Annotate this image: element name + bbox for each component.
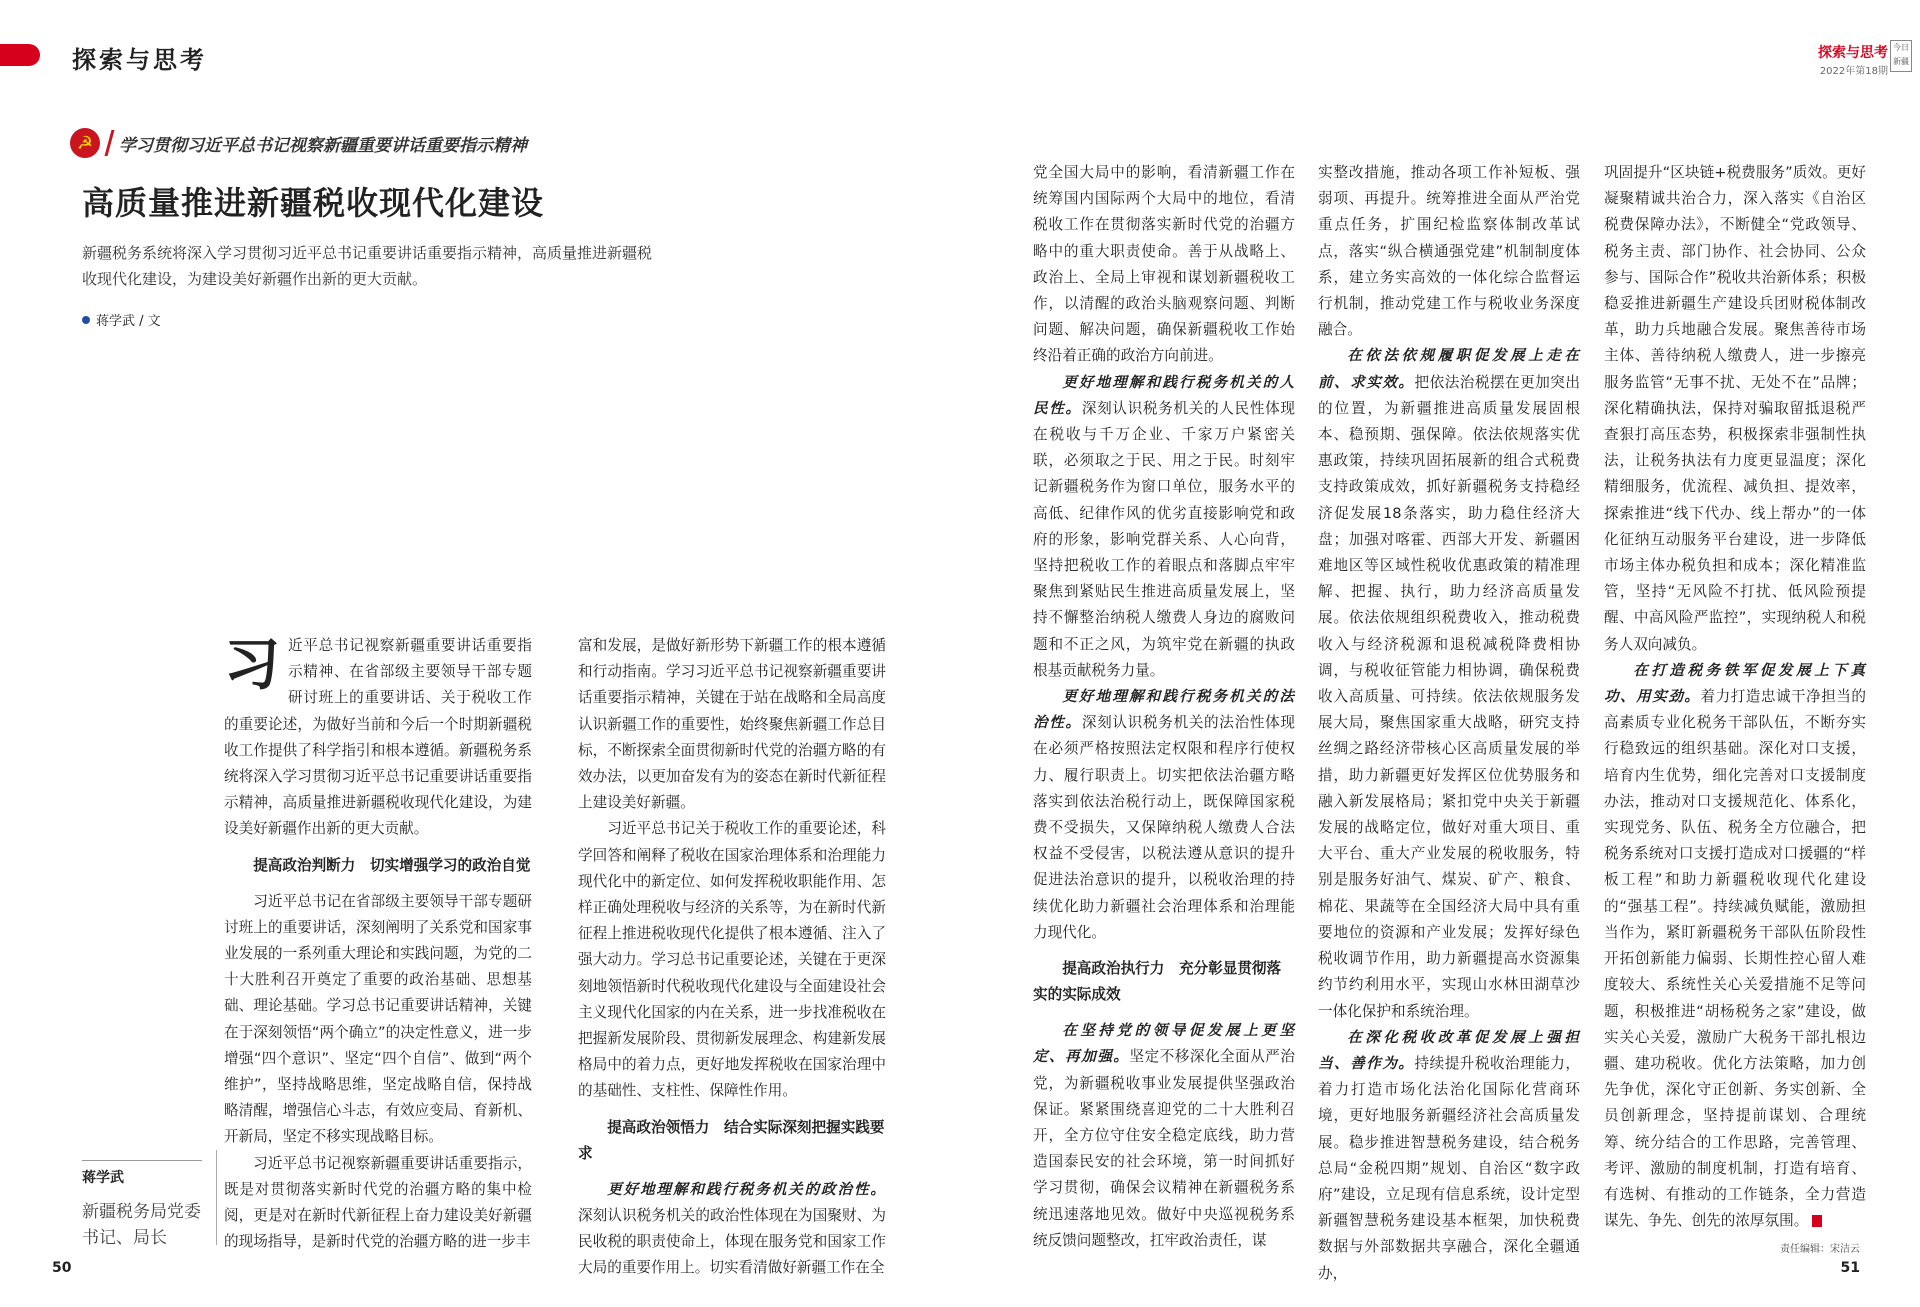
paragraph-body: 把依法治税摆在更加突出的位置，为新疆推进高质量发展固根本、稳预期、强保障。依法依规落实优惠政策，持续巩固拓展新的组合式税费支持政策成效，抓好新疆税务支持稳经济促发展18条落实，助力稳住经济大盘；加强对喀霍、西部大开发、新疆困难地区等区域性税收优惠政策的精准理解、把握、执行，助力经济高质量发展。依法依规组织税费收入，推动税费收入与经济税源和退税减税降费相协调，与税收征管能力相协调，确保税费收入高质量、可持续。依法依规服务发展大局，聚焦国家重大战略，研究支持丝绸之路经济带核心区高质量发展的举措，助力新疆更好发挥区位优势服务和融入新发展格局；紧扣党中央关于新疆发展的战略定位，做好对重大项目、重大平台、重大产业发展的税收服务，特别是服务好油气、煤炭、矿产、粮食、棉花、果蔬等在全国经济大局中具有重要地位的资源和产业发展；发挥好绿色税收调节作用，助力新疆提高水资源集约节约利用水平，实现山水林田湖草沙一体化保护和系统治理。: [1318, 373, 1580, 1020]
series-divider: [105, 130, 115, 156]
paragraph: [1604, 658, 1866, 1234]
right-brand: 探索与思考: [1818, 45, 1888, 61]
section-heading: 提高政治判断力 切实增强学习的政治自觉: [253, 856, 531, 874]
end-mark-icon: [1812, 1215, 1822, 1227]
paragraph-lead-in: 在深化税收改革促发展上强担当、善作为。: [1318, 1028, 1580, 1072]
paragraph: [1318, 1025, 1580, 1287]
paragraph-body: 深刻认识税务机关的法治性体现在必须严格按照法定权限和程序行使权力、履行职责上。切实把依法治疆方略落实到依法治税行动上，既保障国家税费不受损失，又保障纳税人缴费人合法权益不受侵害，以税法遵从意识的提升促进法治意识的提升，以税收治理的持续优化助力新疆社会治理体系和治理能力现代化。: [1033, 714, 1295, 941]
party-emblem-icon: ☭: [70, 128, 100, 158]
series-banner: [70, 128, 527, 158]
paragraph: [1033, 684, 1295, 946]
paragraph: 党全国大局中的影响，看清新疆工作在统筹国内国际两个大局中的地位，看清税收工作在贯彻落实新时代党的治疆方略中的重大职责使命。善于从战略上、政治上、全局上审视和谋划新疆税收工作，以清醒的政治头脑观察问题、判断问题、解决问题，确保新疆税收工作始终沿着正确的政治方向前进。: [1033, 164, 1295, 365]
column-5: [1604, 160, 1866, 1234]
paragraph-lead-in: 更好地理解和践行税务机关的法治性。: [1033, 688, 1295, 732]
paragraph: [1033, 370, 1295, 684]
paragraph-lead-in: 更好地理解和践行税务机关的人民性。: [1033, 373, 1295, 417]
paragraph: [578, 1177, 886, 1282]
paragraph-lead-in: 在坚持党的领导促发展上更坚定、再加强。: [1033, 1022, 1295, 1066]
article-lead: 新疆税务系统将深入学习贯彻习近平总书记重要讲话重要指示精神，高质量推进新疆税收现代化建设，为建设美好新疆作出新的更大贡献。: [82, 244, 653, 288]
paragraph-body: 深刻认识税务机关的政治性体现在为国聚财、为民收税的职责使命上，体现在服务党和国家工作大局的重要作用上。切实看清做好新疆工作在全: [578, 1206, 886, 1277]
section-tab-marker: [0, 44, 40, 66]
column-1: [224, 633, 532, 1255]
column-4: [1318, 160, 1580, 1287]
byline-text: 蒋学武 / 文: [96, 314, 161, 329]
paragraph: [1318, 343, 1580, 1024]
paragraph: 近平总书记视察新疆重要讲话重要指示精神、在省部级主要领导干部专题研讨班上的重要讲话、关于税收工作的重要论述，为做好当前和今后一个时期新疆税收工作提供了科学指引和根本遵循。新疆税务系统将深入学习贯彻习近平总书记重要讲话重要指示精神，高质量推进新疆税收现代化建设，为建设美好新疆作出新的更大贡献。: [224, 637, 532, 838]
page-number-left: 50: [52, 1260, 72, 1276]
article-title: 高质量推进新疆税收现代化建设: [82, 184, 545, 222]
editor-credit: 责任编辑：宋洁云: [1780, 1244, 1860, 1255]
author-name: 蒋学武: [82, 1160, 202, 1187]
magazine-logo: 今日新疆: [1890, 40, 1912, 72]
paragraph: 实整改措施，推动各项工作补短板、强弱项、再提升。统筹推进全面从严治党重点任务，扩围纪检监察体制改革试点，落实“纵合横通强党建”机制制度体系，建立务实高效的一体化综合监督运行机制，推动党建工作与税收业务深度融合。: [1318, 164, 1580, 339]
paragraph-lead-in: 更好地理解和践行税务机关的政治性。: [607, 1180, 886, 1198]
column-2: [578, 633, 886, 1281]
page-number-right: 51: [1840, 1260, 1860, 1276]
column-3: [1033, 160, 1295, 1254]
author-title: 新疆税务局党委书记、局长: [82, 1202, 201, 1248]
section-title: 探索与思考: [72, 45, 207, 74]
paragraph: 巩固提升“区块链+税费服务”质效。更好凝聚精诚共治合力，深入落实《自治区税费保障办法》，不断健全“党政领导、税务主责、部门协作、社会协同、公众参与、国际合作”税收共治新体系；积极稳妥推进新疆生产建设兵团财税体制改革，助力兵地融合发展。聚焦善待市场主体、善待纳税人缴费人，进一步擦亮服务监管“无事不扰、无处不在”品牌；深化精确执法，保持对骗取留抵退税严查狠打高压态势，积极探索非强制性执法，让税务执法有力度更显温度；深化精细服务，优流程、减负担、提效率，探索推进“线下代办、线上帮办”的一体化征纳互动服务平台建设，进一步降低市场主体办税负担和成本；深化精准监管，坚持“无风险不打扰、低风险预提醒、中高风险严监控”，实现纳税人和税务人双向减负。: [1604, 164, 1866, 653]
paragraph-lead-in: 在打造税务铁军促发展上下真功、用实劲。: [1604, 661, 1866, 706]
section-heading: 提高政治执行力 充分彰显贯彻落实的实际成效: [1033, 960, 1282, 1004]
paragraph-lead-in: 在依法依规履职促发展上走在前、求实效。: [1318, 347, 1580, 391]
right-issue: 2022年第18期: [1819, 66, 1888, 77]
right-header: [1818, 42, 1888, 77]
author-divider: [216, 1150, 217, 1245]
paragraph: 习近平总书记关于税收工作的重要论述，科学回答和阐释了税收在国家治理体系和治理能力现代化中的新定位、如何发挥税收职能作用、怎样正确处理税收与经济的关系等，为在新时代新征程上推进税收现代化提供了根本遵循、注入了强大动力。学习总书记重要论述，关键在于更深刻地领悟新时代税收现代化建设与全面建设社会主义现代化国家的内在关系，进一步找准税收在把握新发展阶段、贯彻新发展理念、构建新发展格局中的着力点，更好地发挥税收在国家治理中的基础性、支柱性、保障性作用。: [578, 820, 886, 1100]
paragraph-body: 深刻认识税务机关的人民性体现在税收与千万企业、千家万户紧密关联，必须取之于民、用之于民。时刻牢记新疆税务作为窗口单位，服务水平的高低、纪律作风的优劣直接影响党和政府的形象，影响党群关系、人心向背，坚持把税收工作的着眼点和落脚点牢牢聚焦到紧贴民生推进高质量发展上，坚持不懈整治纳税人缴费人身边的腐败问题和不正之风，为筑牢党在新疆的执政根基贡献税务力量。: [1033, 399, 1295, 679]
section-heading: 提高政治领悟力 结合实际深刻把握实践要求: [578, 1118, 885, 1162]
paragraph: 习近平总书记视察新疆重要讲话重要指示，既是对贯彻落实新时代党的治疆方略的集中检阅，更是对在新时代新征程上奋力建设美好新疆的现场指导，是新时代党的治疆方略的进一步丰: [224, 1154, 532, 1251]
paragraph: [1033, 1018, 1295, 1254]
paragraph: 富和发展，是做好新形势下新疆工作的根本遵循和行动指南。学习习近平总书记视察新疆重要讲话重要指示精神，关键在于站在战略和全局高度认识新疆工作的重要性，始终聚焦新疆工作总目标，不断探索全面贯彻新时代党的治疆方略的有效办法，以更加奋发有为的姿态在新时代新征程上建设美好新疆。: [578, 637, 886, 812]
series-text: 学习贯彻习近平总书记视察新疆重要讲话重要指示精神: [119, 135, 527, 156]
paragraph: 习近平总书记在省部级主要领导干部专题研讨班上的重要讲话，深刻阐明了关系党和国家事业发展的一系列重大理论和实践问题，为党的二十大胜利召开奠定了重要的政治基础、思想基础、理论基础。学习总书记重要讲话精神，关键在于深刻领悟“两个确立”的决定性意义，进一步增强“四个意识”、坚定“四个自信”、做到“两个维护”，坚持战略思维，坚定战略自信，保持战略清醒，增强信心斗志，有效应变局、育新机、开新局，坚定不移实现战略目标。: [224, 892, 532, 1146]
paragraph-body: 持续提升税收治理能力，着力打造市场化法治化国际化营商环境，更好地服务新疆经济社会高质量发展。稳步推进智慧税务建设，结合税务总局“金税四期”规划、自治区“数字政府”建设，立足现有信息系统，设计定型新疆智慧税务建设基本框架，加快税费数据与外部数据共享融合，深化全疆通办，: [1318, 1054, 1580, 1282]
byline-dot-icon: [82, 316, 90, 324]
dropcap: 习: [224, 632, 280, 698]
byline: [82, 310, 161, 329]
author-box: [82, 1160, 202, 1251]
paragraph-body: 着力打造忠诚干净担当的高素质专业化税务干部队伍，不断夯实行稳致远的组织基础。深化对口支援，培育内生优势，细化完善对口支援制度办法，推动对口支援规范化、体系化，实现党务、队伍、税务全方位融合，把税务系统对口支援打造成对口援疆的“样板工程”和助力新疆税收现代化建设的“强基工程”。持续减负赋能，激励担当作为，紧盯新疆税务干部队伍阶段性开拓创新能力偏弱、长期性控心留人难度较大、系统性关心关爱措施不足等问题，积极推进“胡杨税务之家”建设，做实关心关爱，激励广大税务干部扎根边疆、建功税收。优化方法策略，加力创先争优，深化守正创新、务实创新、全员创新理念，坚持提前谋划、合理统筹、统分结合的工作思路，完善管理、考评、激励的制度机制，打造有培育、有选树、有推动的工作链条，全力营造谋先、争先、创先的浓厚氛围。: [1604, 688, 1866, 1230]
paragraph-body: 坚定不移深化全面从严治党，为新疆税收事业发展提供坚强政治保证。紧紧围绕喜迎党的二十大胜利召开，全方位守住安全稳定底线，助力营造国泰民安的社会环境，第一时间抓好学习贯彻，确保会议精神在新疆税务系统迅速落地见效。做好中央巡视税务系统反馈问题整改，扛牢政治责任，谋: [1033, 1048, 1295, 1249]
